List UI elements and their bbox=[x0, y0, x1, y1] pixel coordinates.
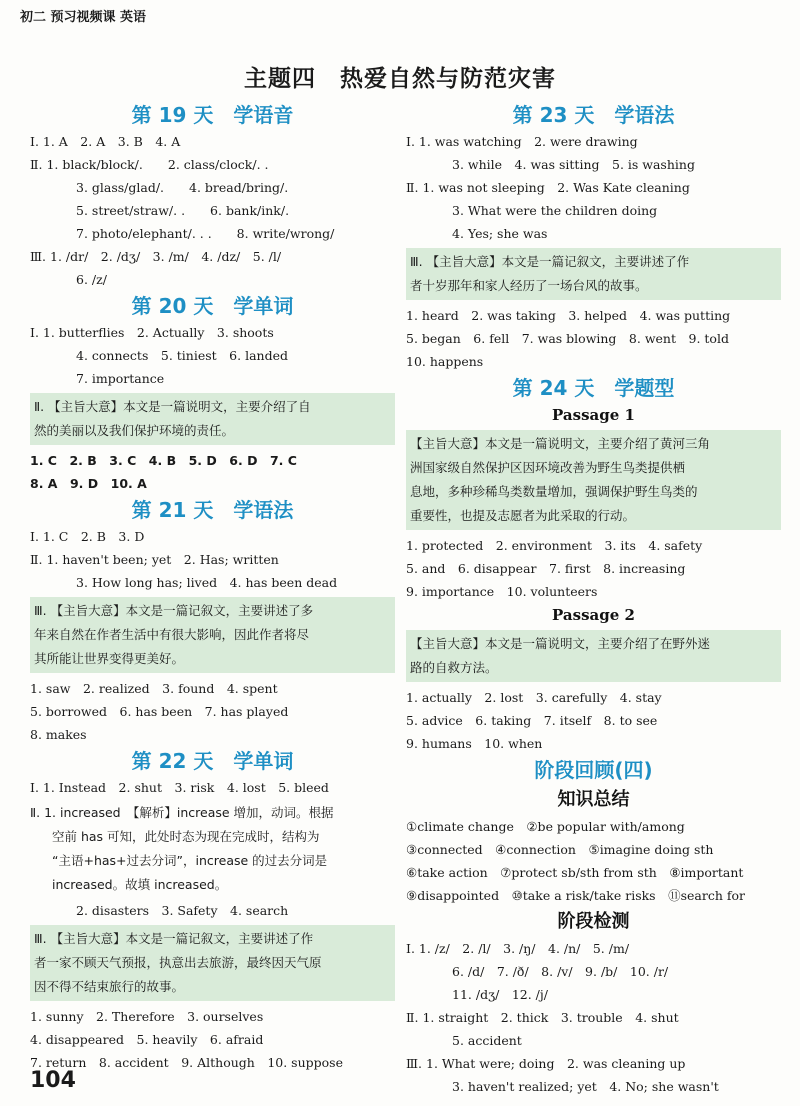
analysis-line: increased。故填 increased。 bbox=[52, 877, 228, 892]
answer-line: Ⅰ. 1. A 2. A 3. B 4. A bbox=[30, 134, 181, 149]
answer-line: 1. heard 2. was taking 3. helped 4. was putting bbox=[406, 308, 731, 323]
answer-line: 6. /z/ bbox=[76, 272, 107, 287]
summary-line: Ⅲ. 【主旨大意】本文是一篇记叙文，主要讲述了作 bbox=[34, 931, 314, 946]
review-heading: 阶段回顾(四) bbox=[534, 758, 653, 782]
summary-line: 者一家不顾天气预报，执意出去旅游，最终因天气原 bbox=[34, 955, 322, 970]
day23-heading: 第 23 天 学语法 bbox=[512, 103, 675, 127]
answer-line: Ⅱ. 1. was not sleeping 2. Was Kate cleaning bbox=[406, 180, 690, 195]
page-title: 主题四 热爱自然与防范灾害 bbox=[244, 66, 556, 92]
answer-line: 4. Yes; she was bbox=[452, 226, 548, 241]
answer-line: Ⅲ. 1. What were; doing 2. was cleaning up bbox=[406, 1056, 686, 1071]
knowledge-line: ①climate change ②be popular with/among bbox=[406, 819, 685, 834]
analysis-line: “主语+has+过去分词”，increase 的过去分词是 bbox=[52, 853, 328, 868]
answer-line: 11. /dʒ/ 12. /j/ bbox=[452, 987, 548, 1002]
answer-line: 7. importance bbox=[76, 371, 165, 386]
summary-line: 者十岁那年和家人经历了一场台风的故事。 bbox=[410, 278, 648, 293]
answer-line: 5. and 6. disappear 7. first 8. increasing bbox=[406, 561, 686, 576]
answer-line: Ⅲ. 1. /dr/ 2. /dʒ/ 3. /m/ 4. /dz/ 5. /l/ bbox=[30, 249, 282, 264]
answer-line: 1. sunny 2. Therefore 3. ourselves bbox=[30, 1009, 264, 1024]
answer-line: 5. advice 6. taking 7. itself 8. to see bbox=[406, 713, 658, 728]
analysis-block bbox=[30, 801, 395, 897]
analysis-line: 空前 has 可知，此处时态为现在完成时，结构为 bbox=[52, 829, 320, 844]
answer-line: Ⅱ. 1. black/block/. 2. class/clock/. . bbox=[30, 157, 269, 172]
summary-line: Ⅱ. 【主旨大意】本文是一篇说明文，主要介绍了自 bbox=[34, 399, 311, 414]
summary-line: 然的美丽以及我们保护环境的责任。 bbox=[34, 423, 235, 438]
answer-line: Ⅱ. 1. haven't been; yet 2. Has; written bbox=[30, 552, 279, 567]
answer-line: Ⅱ. 1. straight 2. thick 3. trouble 4. shut bbox=[406, 1010, 679, 1025]
summary-line: 重要性，也提及志愿者为此采取的行动。 bbox=[410, 508, 636, 523]
knowledge-line: ⑥take action ⑦protect sb/sth from sth ⑧important bbox=[406, 865, 744, 880]
answer-line: 4. disappeared 5. heavily 6. afraid bbox=[30, 1032, 264, 1047]
summary-line: 洲国家级自然保护区因环境改善为野生鸟类提供栖 bbox=[410, 460, 686, 475]
answer-line: 8. makes bbox=[30, 727, 87, 742]
answer-line: 5. began 6. fell 7. was blowing 8. went 9. told bbox=[406, 331, 729, 346]
answer-line: 7. photo/elephant/. . . 8. write/wrong/ bbox=[76, 226, 335, 241]
knowledge-line: ⑨disappointed ⑩take a risk/take risks ⑪search for bbox=[406, 888, 745, 903]
right-column bbox=[406, 100, 781, 1098]
summary-line: 【主旨大意】本文是一篇说明文，主要介绍了黄河三角 bbox=[410, 436, 711, 451]
answer-line: 3. haven't realized; yet 4. No; she wasn't bbox=[452, 1079, 719, 1094]
answer-line: 5. street/straw/. . 6. bank/ink/. bbox=[76, 203, 290, 218]
answer-line: 2. disasters 3. Safety 4. search bbox=[76, 903, 289, 918]
answer-line: Ⅰ. 1. Instead 2. shut 3. risk 4. lost 5. bleed bbox=[30, 780, 329, 795]
summary-box bbox=[30, 393, 395, 445]
day20-heading: 第 20 天 学单词 bbox=[131, 294, 294, 318]
answer-line: 10. happens bbox=[406, 354, 484, 369]
analysis-line: Ⅱ. 1. increased 【解析】increase 增加，动词。根据 bbox=[30, 805, 334, 820]
left-column bbox=[30, 100, 395, 1074]
answer-line: 3. while 4. was sitting 5. is washing bbox=[452, 157, 695, 172]
knowledge-summary-heading: 知识总结 bbox=[557, 789, 630, 810]
passage2-heading: Passage 2 bbox=[552, 606, 635, 624]
summary-box bbox=[406, 248, 781, 300]
summary-box bbox=[30, 597, 395, 673]
day22-heading: 第 22 天 学单词 bbox=[131, 749, 294, 773]
answer-line: 1. protected 2. environment 3. its 4. safety bbox=[406, 538, 703, 553]
summary-line: Ⅲ. 【主旨大意】本文是一篇记叙文，主要讲述了作 bbox=[410, 254, 690, 269]
page-number: 104 bbox=[30, 1068, 76, 1093]
summary-line: Ⅲ. 【主旨大意】本文是一篇记叙文，主要讲述了多 bbox=[34, 603, 314, 618]
answer-line: 1. C 2. B 3. C 4. B 5. D 6. D 7. C bbox=[30, 453, 297, 468]
summary-line: 因不得不结束旅行的故事。 bbox=[34, 979, 185, 994]
summary-line: 路的自救方法。 bbox=[410, 660, 498, 675]
summary-box bbox=[406, 430, 781, 530]
summary-box bbox=[30, 925, 395, 1001]
answer-line: 1. saw 2. realized 3. found 4. spent bbox=[30, 681, 278, 696]
passage1-heading: Passage 1 bbox=[552, 406, 635, 424]
answer-line: 9. humans 10. when bbox=[406, 736, 543, 751]
summary-line: 年来自然在作者生活中有很大影响，因此作者将尽 bbox=[34, 627, 310, 642]
answer-line: 6. /d/ 7. /ð/ 8. /v/ 9. /b/ 10. /r/ bbox=[452, 964, 669, 979]
answer-line: Ⅰ. 1. butterflies 2. Actually 3. shoots bbox=[30, 325, 274, 340]
answer-line: 5. accident bbox=[452, 1033, 522, 1048]
answer-line: Ⅰ. 1. C 2. B 3. D bbox=[30, 529, 145, 544]
answer-line: 1. actually 2. lost 3. carefully 4. stay bbox=[406, 690, 662, 705]
summary-line: 息地，多种珍稀鸟类数量增加，强调保护野生鸟类的 bbox=[410, 484, 698, 499]
answer-line: 4. connects 5. tiniest 6. landed bbox=[76, 348, 288, 363]
answer-line: 7. return 8. accident 9. Although 10. suppose bbox=[30, 1055, 343, 1070]
answer-line: 9. importance 10. volunteers bbox=[406, 584, 598, 599]
day21-heading: 第 21 天 学语法 bbox=[131, 498, 294, 522]
summary-line: 【主旨大意】本文是一篇说明文，主要介绍了在野外迷 bbox=[410, 636, 711, 651]
summary-box bbox=[406, 630, 781, 682]
day24-heading: 第 24 天 学题型 bbox=[512, 376, 675, 400]
knowledge-line: ③connected ④connection ⑤imagine doing sth bbox=[406, 842, 714, 857]
page-header: 初二 预习视频课 英语 bbox=[20, 10, 147, 25]
answer-line: 3. glass/glad/. 4. bread/bring/. bbox=[76, 180, 289, 195]
answer-line: 3. How long has; lived 4. has been dead bbox=[76, 575, 338, 590]
answer-line: Ⅰ. 1. was watching 2. were drawing bbox=[406, 134, 638, 149]
stage-test-heading: 阶段检测 bbox=[557, 911, 630, 932]
summary-line: 其所能让世界变得更美好。 bbox=[34, 651, 185, 666]
answer-line: 3. What were the children doing bbox=[452, 203, 658, 218]
answer-line: 8. A 9. D 10. A bbox=[30, 476, 147, 491]
day19-heading: 第 19 天 学语音 bbox=[131, 103, 294, 127]
answer-line: 5. borrowed 6. has been 7. has played bbox=[30, 704, 289, 719]
answer-line: Ⅰ. 1. /z/ 2. /l/ 3. /ŋ/ 4. /n/ 5. /m/ bbox=[406, 941, 630, 956]
